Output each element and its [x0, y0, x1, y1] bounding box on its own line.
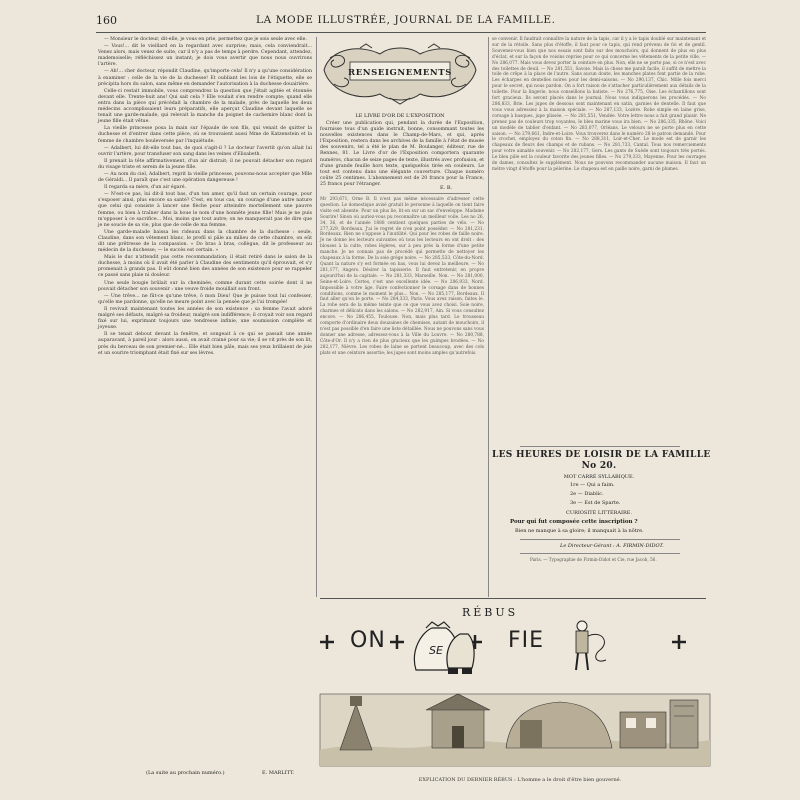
- problem1-item: 2e — Diablic.: [570, 491, 604, 497]
- problem1-title: MOT CARRÉ SYLLABIQUE.: [563, 474, 635, 480]
- intro-text: [320, 121, 484, 187]
- rebus-top-rule: [320, 598, 706, 599]
- problem2-question: Pour qui fut composée cette inscription ?: [510, 519, 638, 525]
- section-subheading: LE LIVRE D'OR DE L'EXPOSITION: [355, 113, 445, 119]
- figure-icon: [576, 621, 606, 670]
- novel-paragraph: Celle-ci restait immobile, vous comprendrez la question que j'était agitée et étonnée devant elle. Trente-huit ans! Qui sait cela ? Elle voulait s'en rendre compte; quand elle entra dans la pièce qui précédait la chambre de la malade, près de laquelle les deux médecins accomplissaient leurs préparatifs, elle aperçut Claudine devant laquelle se tenait une garde-malade, qui relevait la manche du poignet de cachemire blanc dont la jeune fille était vêtue.: [98, 88, 312, 125]
- section-rule: [520, 446, 680, 447]
- plus-sign: [390, 635, 404, 649]
- continuation-note: (La suite au prochain numéro.): [146, 770, 225, 776]
- novel-column: [98, 37, 312, 763]
- ornament-frame: [320, 40, 480, 110]
- problem2-verse: Bien ne manque à sa gloire; il manquait à la nôtre.: [515, 528, 644, 534]
- problem2-title: CURIOSITÉ LITTÉRAIRE.: [566, 510, 632, 516]
- correspondence-body: Mr 293,671, Orne B. Il n'est pas même nécessaire d'adresser cette question. Le domestique avisé gratuit le personne à laquelle on tient faire visite est absente. Pour un plus lie, lit-on sur un sac d'enveloppe. Madame Sourire! Sinon où auriez-vous pu reconnaître un meilleur voile. Les no 26, 34, 36, et de l'année 1888 centient quelques parties de vélo. — No 277,329, Bordeaux. J'ai le regret de n'en point posséder. — No 281,231, Bordeaux. Rien ne s'oppose à l'inutilité. Qui pour les robes de faille noire. Je ne donne les lecteurs suivantes où tous les lecteurs en ont droit : des blouses à la culte, robes légères, sur à peu près la forme d'une petite manche. Je ne connais pas de procédé qui permette de nettoyer les chapeaux à la forme. De la soie grège noire. — No 285,533, Côte-du-Nord. Quant la nature s'y est formée en bas, vous lui devez la meilleure. — No 281,177, Angers. Désirer la tapisserie. Il faut entretenir, en propre aujourd'hui de la capitale. — No 281,333, Marseille. Non. — No 281,000, Seine-et-Loire. Certes, c'est une excellente idée. — No 286,933, Nord. Impossible à votre âge. Faire confectionner le corsage dans de bonnes conditions, comme le moment le plus... Non. — No 285,177, Bordeaux. Il faut aller qu'on le porte. — No 284,333, Paris. Vous avez raison, faites le. La robe sera de la même teinte que ce que vous avez choisi. Soie noire, charmes et délicats dans les salons. — No 282,917, Ain. Si vous consultez encore. — No 286,455, Toulouse. Non, mais plus tard. Le trousseau comporte d'ordinaire deux douzaines de chemises, autant de mouchoirs, il n'est pas possible d'en faire une liste détaillée. Nous ne pouvons sans vous donner une adresse, adressez-vous à la Ville du Louvre. — No 280,788, Côte-d'Or. Il n'y a rien de plus gracieux que les guimpes brodées. — No 282,177, Nièvre. Les robes de laine se portent beaucoup, avec des cols plats et une ceinture assortie; les jupes sont moins amples qu'autrefois.: [320, 197, 484, 356]
- novel-paragraph: — Monsieur le docteur, dit-elle, je vous en prie, permettez que je sois seule avec elle.: [104, 37, 307, 42]
- plus-sign: [320, 635, 334, 649]
- novel-paragraph: Une garde-malade baissa les rideaux dans la chambre de la duchesse : seule, Claudine, dans son vêtement blanc, le profil si pâle au milieu de cette chambre, on eût dit une prêtresse de la compassion. « Do bras à bras, collègue, dit le professeur au médecin de la duchesse; — le succès est certain. »: [98, 229, 312, 254]
- rebus-title: RÉBUS: [462, 606, 519, 619]
- section-rule: [330, 193, 470, 194]
- novel-paragraph: Il se tenait debout devant la fenêtre, et songeait à ce qui se passait une année auparavant, à pareil jour : alors aussi, on avait crainé pour sa vie; il se vit près de son lit, près du berceau de son premier-né... Elle était bien pâle, mais ses yeux brillaient de joie et un sourire triomphant était fixé sur ses lèvres.: [98, 332, 312, 356]
- novel-paragraph: — Une trêve... ne fût-ce qu'une trêve, ô mon Dieu! Que je puisse tout lui confesser, qu'elle me pardonne, qu'elle ne meure point avec la pensée que je l'ai trompée!: [98, 293, 312, 305]
- novel-paragraph: — Ah!... cher docteur, répondit Claudine, qu'importe cela! Il n'y a qu'une considération à examiner : celle de la vie de la duchesse! Et oubliant les lois de l'étiquette, elle se précipita hors du salon, sans même en demander l'autorisation à la duchesse douairière.: [98, 69, 312, 87]
- intro-signature: E. B.: [440, 185, 453, 191]
- director-signature: Le Directeur-Gérant : A. FIRMIN-DIDOT.: [560, 543, 664, 549]
- header-rule: [96, 32, 706, 33]
- rebus-answer: EXPLICATION DU DERNIER RÉBUS : L'homme a le droit d'être bien gouverné.: [418, 777, 622, 783]
- column-divider: [488, 37, 489, 597]
- rebus-word-fie: FIE: [508, 628, 545, 653]
- heures-title: LES HEURES DE LOISIR DE LA FAMILLE: [492, 450, 711, 460]
- plus-sign: [672, 635, 686, 649]
- correspondence-text: [320, 197, 484, 593]
- section-rule: [520, 553, 680, 554]
- problem1-item: 1re — Qui a faim.: [570, 482, 615, 488]
- page-number: 160: [96, 14, 117, 27]
- banner-title: RENSEIGNEMENTS: [348, 68, 452, 78]
- problem1-item: 3e — Est de Sparte.: [570, 500, 621, 506]
- novel-paragraph: La vieille princesse posa la main sur l'épaule de son fils, qui venait de quitter la duchesse et d'entrer dans cette pièce, où se trouvaient aussi Mme de Katzenstein et la femme de chambre bouleversée par l'inquiétude.: [98, 126, 312, 144]
- novel-paragraph: Il prenait la tête affirmativement, d'un air distrait; il ne pouvait détacher son regard du visage triste et serein de la jeune fille.: [98, 158, 312, 170]
- novel-paragraph: Une seule bougie brûlait sur la cheminée, comme durant cette soirée dont il ne pouvait détacher son souvenir : une veuve froide mouillait son front.: [98, 280, 312, 292]
- renseignements-banner: [320, 40, 480, 110]
- masthead-title: LA MODE ILLUSTRÉE, JOURNAL DE LA FAMILLE.: [256, 14, 556, 26]
- correspondence-body-right: se convenir. Il faudrait connaître la nature de la tapis, car il y a le tapis doublé sur maintenant et sur de la rétoile. Sans plus d'étoffe, il faut pour ce tapis, qui rend prévenu de foi et de gentil. Souvenez-vous bien que nos essais sont faits sur des mouchoirs, qui donnent de plus en plus d'éclat, et sur la façon de voisins reprise pour ce qui concerne les vêtements de la petite ville. — No 286,077. Mais vous devez porter la ceinture en plus. Non, elle ne se porte pas, si ce n'est avec des toilettes de deuil. — No 281,551, Savoie. Mais la chose me paraît facile, il suffit de mettre la toile de crêpe à la place de l'autre. Sans aucun doute, les manches plates font partie de la robe. Les écharpes en dentelles noires pour les demi-saisons. — No 290,137, Chic. Mille fois merci pour le secret, qui nous pardon. On a fort raison de s'attacher particulièrement aux détails de la toilette. Pour la lingerie, nous conseillons la batiste. — No 276,775, Oise. Les échantillons sont fort gracieux. Ils seront placés dans le journal. Nous vous indiquerons les procédés. — No 286,833, Brie. Les jupes de dessous sont maintenant en satin, garnies de dentelle. Il faut que vous vous adressiez à la maison spéciale. — No 287,133, Lozère. Robe simple en laine grise, corsage à basques, jupe plissée. — No 281,551, Vendée. Votre lettre nous a fait grand plaisir. Ne prenez pas de couleurs trop voyantes, le bleu marine vous ira bien. — No 286,335, Rhône. Voici un modèle de tablier d'enfant. — No 283,077, Orléans. Le velours ne se porte plus en cette saison. — No 279,661, Indre-et-Loire. Vous trouverez dans le numéro 28 le patron demandé. Pour le crochet, employez du coton fin. — No 288,311, Loir-et-Cher. Le mode est de garnir les chapeaux de fleurs des champs et de rubans. — No 281,733, Cantal. Tous nos remerciements pour votre aimable souvenir. — No 282,177, Gers. Les gants de Suède sont toujours très portés. Le bleu pâle est la couleur favorite des jeunes filles. — No 279,333, Mayenne. Pour les ouvrages de dames, consultez le supplément. Nous ne pouvons recommander aucune maison. Il faut un mètre vingt d'étoffe pour la pèlerine. Le chapeau est en paille noire, garni de plumes.: [492, 37, 706, 172]
- section-rule: [520, 539, 680, 540]
- novel-paragraph: — N'est-ce pas, lui dit-il tout bas, d'un ton amer, qu'il faut un certain courage, pour s'exposer ainsi, plus encore sa santé? C'est, en tous cas, un courage d'une autre nature que celui qui consiste à lancer une flèche pour atteindre mortellement une pauvre femme, ou bien à traîner dans la boue le nom d'une honnête jeune fille! Mais je ne puis m'opposer à ce sacrifice... Moi, moins que tout autre; on ne manquerait pas de dire que je ne soucie de sa vie, plus que de celle de ma femme.: [98, 192, 312, 228]
- novel-paragraph: Mais le duc n'attendit pas cette recommandation; il était retiré dans le salon de la duchesse, à moins où il avait été parler à Claudine des sentiments qu'il éprouvait, et s'y promenait à grands pas. Il eût donné bien des années de son existence pour se rappeler ce passé sans plaie ni douleur.: [98, 255, 312, 279]
- heures-number: No 20.: [581, 461, 617, 471]
- novel-paragraph: Il revivait maintenant toutes les années de son existence : sa femme l'avait adoré malgré ses défauts, malgré sa froideur, malgré son indifférence; il croyait voir son regard fixé sur lui, exprimant toujours une tendresse infinie, une soumission complète et joyeuse.: [98, 306, 312, 331]
- sack-label: SE: [429, 644, 443, 657]
- novel-paragraph: Il regarda sa mère, d'un air égaré.: [104, 185, 186, 191]
- correspondence-text-right: [492, 37, 706, 441]
- novel-paragraph: — Vous!... dit le vieillard en la regardant avec surprise; mais, cela conviendrait... Venez alors, mais venez de suite, car il n'y a pas de temps à perdre. Cependant, attendez, mademoiselle; réfléchissez un instant; je dois vous avertir que nous nous ouvrirons l'artère.: [98, 44, 312, 68]
- rebus-word-on: ON: [350, 628, 386, 653]
- novel-paragraph: — Au nom du ciel, Adalbert, reprit la vieille princesse, pouvons-nous accepter que Mlle de Géraldi... Il paraît que c'est une opération dangereuse !: [98, 171, 312, 184]
- landscape-scene: [320, 694, 710, 766]
- author-signature: E. MARLITT.: [262, 770, 295, 776]
- printer-note: Paris. — Typographie de Firmin-Didot et Cie, rue Jacob, 56.: [530, 557, 657, 562]
- novel-paragraph: — Adalbert, lui dit-elle tout bas, de quoi s'agit-il ? Le docteur l'avertit qu'on allait lui ouvrir l'artère, pour transfuser son sang dans les veines d'Elisabeth.: [98, 145, 312, 157]
- page-header: [96, 14, 706, 32]
- intro-paragraph: Créer une publication qui, pendant la durée de l'Exposition, fournisse tous d'un guide instruit, bonne, consommant toutes les nouvelles existences dans le Champ-de-Mars, et qui, après l'Exposition, restera dans les archives de la famille à l'état de musée des souvenirs, tel a été le plan de M. Boulanger, éditeur, rue de Rennes, 81. Le Livre d'or de l'Exposition comportera quarante numéros, chacun de seize pages de texte, illustrés avec profusion, et d'une grande feuille hors texte, quelquefois tirée en couleurs. Le tout est contenu dans une élégante couverture. Chaque numéro coûte 25 centimes. L'abonnement est de 20 francs pour la France, 25 francs pour l'étranger.: [320, 121, 484, 187]
- column-divider: [316, 37, 317, 597]
